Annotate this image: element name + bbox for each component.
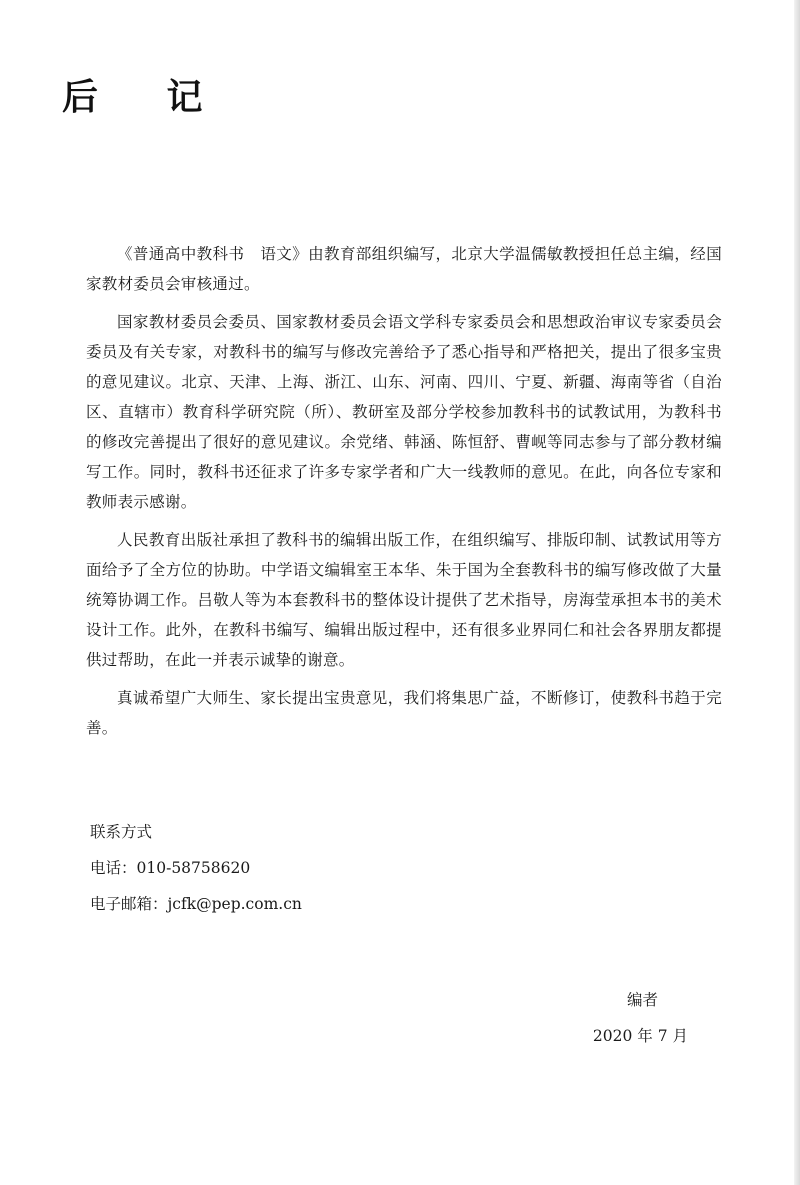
contact-info <box>90 817 590 919</box>
signoff <box>593 985 688 1051</box>
page-title: 后 记 <box>62 77 231 118</box>
paragraph-acknowledgement-experts: 国家教材委员会委员、国家教材委员会语文学科专家委员会和思想政治审议专家委员会委员及有关专家，对教科书的编写与修改完善给予了悉心指导和严格把关，提出了很多宝贵的意见建议。北京、天津、上海、浙江、山东、河南、四川、宁夏、新疆、海南等省（自治区、直辖市）教育科学研究院（所）、教研室及部分学校参加教科书的试教试用，为教科书的修改完善提出了很好的意见建议。余党绪、韩涵、陈恒舒、曹岘等同志参与了部分教材编写工作。同时，教科书还征求了许多专家学者和广大一线教师的意见。在此，向各位专家和教师表示感谢。 <box>86 313 722 511</box>
contact-heading: 联系方式 <box>90 823 153 841</box>
contact-phone: 电话：010-58758620 <box>90 859 251 877</box>
paragraph-acknowledgement-publisher: 人民教育出版社承担了教科书的编辑出版工作，在组织编写、排版印制、试教试用等方面给予了全方位的协助。中学语文编辑室王本华、朱于国为全套教科书的编写修改做了大量统筹协调工作。吕敬人等为本套教科书的整体设计提供了艺术指导，房海莹承担本书的美术设计工作。此外，在教科书编写、编辑出版过程中，还有很多业界同仁和社会各界朋友都提供过帮助，在此一并表示诚挚的谢意。 <box>86 531 722 669</box>
afterword-body <box>86 239 722 751</box>
paragraph-closing: 真诚希望广大师生、家长提出宝贵意见，我们将集思广益，不断修订，使教科书趋于完善。 <box>86 689 722 737</box>
signoff-author: 编者 <box>626 991 658 1009</box>
signoff-date: 2020 年 7 月 <box>592 1027 688 1045</box>
contact-email: 电子邮箱：jcfk@pep.com.cn <box>90 895 302 913</box>
paragraph-intro: 《普通高中教科书 语文》由教育部组织编写，北京大学温儒敏教授担任总主编，经国家教材委员会审核通过。 <box>86 245 722 293</box>
page-edge-shadow <box>794 0 800 1185</box>
